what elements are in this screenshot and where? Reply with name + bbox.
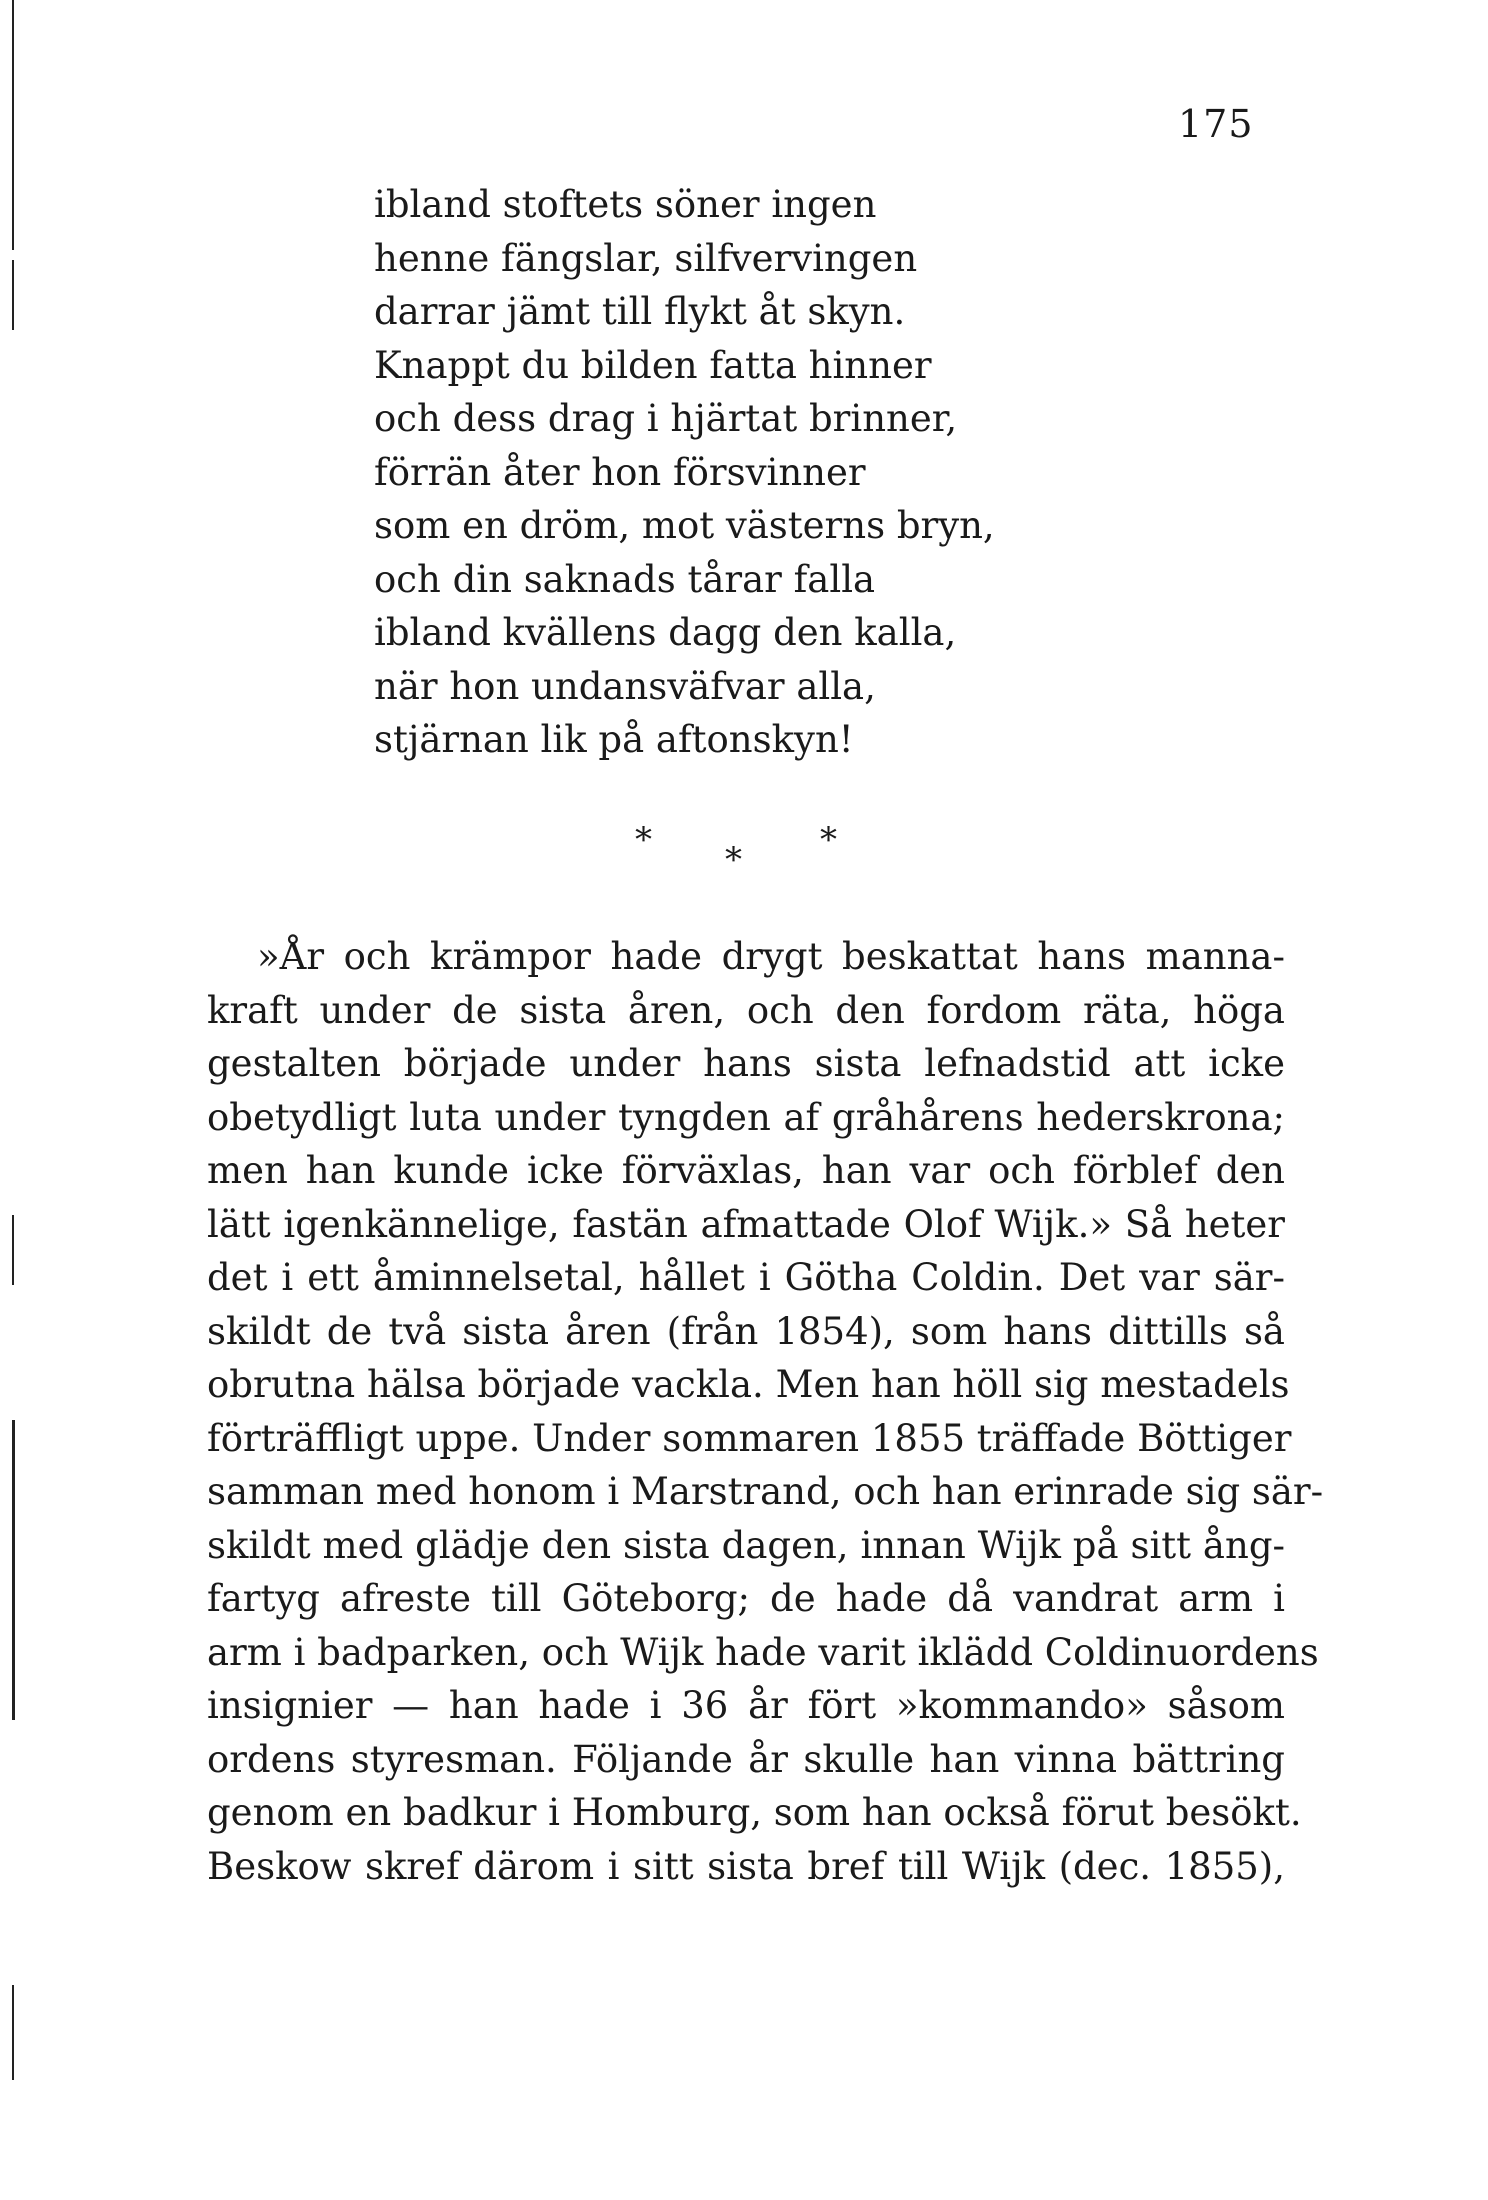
prose-line: genom en badkur i Homburg, som han också förut besökt.: [207, 1791, 1302, 1834]
prose-line: skildt med glädje den sista dagen, innan Wijk på sitt ång-: [207, 1523, 1285, 1567]
scan-edge-line-bottom: [12, 1985, 14, 2080]
poem-line: och dess drag i hjärtat brinner,: [374, 397, 958, 440]
poem-line: stjärnan lik på aftonskyn!: [374, 718, 854, 761]
poem-line: förrän åter hon försvinner: [374, 450, 866, 494]
prose-line: kraft under de sista åren, och den fordom räta, höga: [207, 988, 1285, 1032]
poem-line: ibland kvällens dagg den kalla,: [374, 611, 957, 654]
prose-line: ordens styresman. Följande år skulle han vinna bättring: [207, 1737, 1285, 1781]
poem-line: Knappt du bilden fatta hinner: [374, 343, 932, 387]
prose-line: obetydligt luta under tyngden af gråhårens hederskrona;: [207, 1095, 1285, 1139]
poem-line: och din saknads tårar falla: [374, 557, 876, 601]
prose-line: lätt igenkännelige, fastän afmattade Olof Wijk.» Så heter: [207, 1202, 1285, 1246]
poem-block: [374, 178, 1274, 767]
poem-line: ibland stoftets söner ingen: [374, 183, 877, 226]
prose-line: insignier — han hade i 36 år fört »kommando» såsom: [207, 1684, 1285, 1727]
asterisk-center: *: [725, 840, 742, 880]
prose-line: »År och krämpor hade drygt beskattat hans manna-: [257, 935, 1285, 978]
prose-line: samman med honom i Marstrand, och han erinrade sig sär-: [207, 1470, 1324, 1513]
scan-edge-line-lower: [12, 1420, 15, 1720]
poem-line: darrar jämt till flykt åt skyn.: [374, 290, 906, 333]
prose-line: men han kunde icke förväxlas, han var och förblef den: [207, 1149, 1285, 1192]
prose-line: förträffligt uppe. Under sommaren 1855 träffade Böttiger: [207, 1416, 1292, 1460]
poem-line: henne fängslar, silfvervingen: [374, 236, 918, 280]
prose-line: Beskow skref därom i sitt sista bref till Wijk (dec. 1855),: [207, 1844, 1285, 1888]
scan-edge-line-upper: [12, 260, 14, 330]
asterism-divider: [620, 820, 870, 900]
prose-line: gestalten började under hans sista lefnadstid att icke: [207, 1042, 1285, 1085]
poem-line: som en dröm, mot västerns bryn,: [374, 504, 995, 547]
prose-block: [207, 930, 1324, 1893]
poem-line: när hon undansväfvar alla,: [374, 664, 876, 708]
page-number: 175: [1178, 102, 1254, 146]
prose-line: obrutna hälsa började vackla. Men han höll sig mestadels: [207, 1363, 1290, 1406]
prose-line: skildt de två sista åren (från 1854), som hans dittills så: [207, 1309, 1285, 1353]
asterisk-right: *: [820, 820, 837, 860]
prose-line: det i ett åminnelsetal, hållet i Götha Coldin. Det var sär-: [207, 1256, 1285, 1299]
scan-edge-line-top: [12, 0, 14, 250]
prose-line: fartyg afreste till Göteborg; de hade då vandrat arm i: [207, 1577, 1285, 1620]
prose-line: arm i badparken, och Wijk hade varit iklädd Coldinuordens: [207, 1630, 1319, 1674]
scan-edge-line-middle: [12, 1215, 14, 1285]
asterisk-left: *: [635, 820, 652, 860]
